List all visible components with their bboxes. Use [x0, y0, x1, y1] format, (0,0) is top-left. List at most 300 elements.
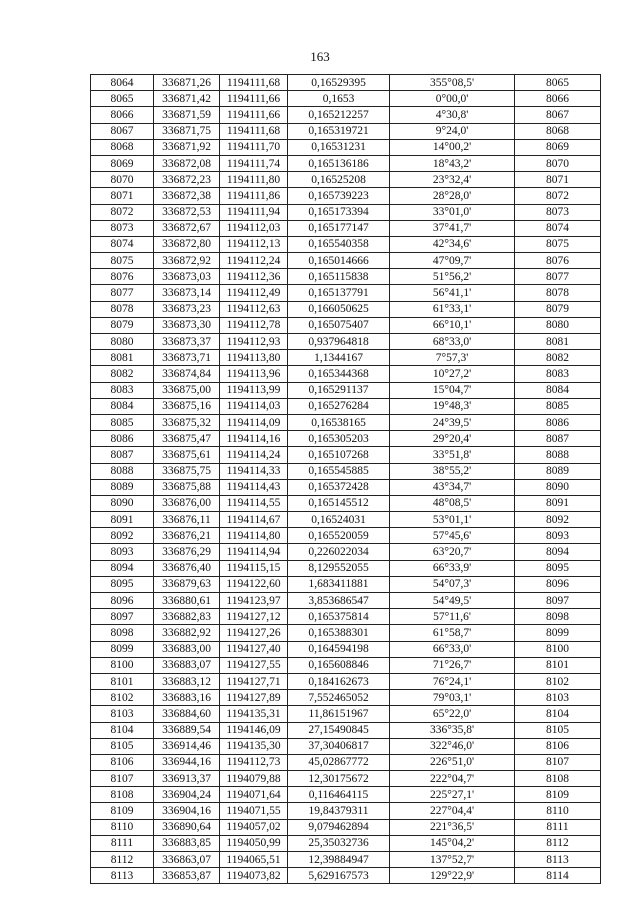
direction-angle-cell: 129°22,9': [390, 868, 515, 884]
table-row: [91, 625, 601, 641]
table-row: [91, 447, 601, 463]
next-point-cell: 8078: [515, 285, 601, 301]
distance-cell: 0,165107268: [288, 447, 390, 463]
next-point-cell: 8089: [515, 463, 601, 479]
distance-cell: 0,16529395: [288, 75, 390, 91]
point-number-cell: 8096: [91, 593, 154, 609]
point-number-cell: 8095: [91, 576, 154, 592]
distance-cell: 0,165136186: [288, 155, 390, 171]
y-coordinate-cell: 1194112,03: [220, 220, 288, 236]
next-point-cell: 8090: [515, 479, 601, 495]
next-point-cell: 8108: [515, 771, 601, 787]
direction-angle-cell: 23°32,4': [390, 172, 515, 188]
x-coordinate-cell: 336871,59: [154, 107, 220, 123]
direction-angle-cell: 24°39,5': [390, 414, 515, 430]
y-coordinate-cell: 1194114,94: [220, 544, 288, 560]
direction-angle-cell: 61°58,7': [390, 625, 515, 641]
distance-cell: 0,165137791: [288, 285, 390, 301]
x-coordinate-cell: 336872,92: [154, 253, 220, 269]
point-number-cell: 8072: [91, 204, 154, 220]
next-point-cell: 8098: [515, 609, 601, 625]
point-number-cell: 8098: [91, 625, 154, 641]
y-coordinate-cell: 1194114,67: [220, 512, 288, 528]
direction-angle-cell: 38°55,2': [390, 463, 515, 479]
direction-angle-cell: 29°20,4': [390, 431, 515, 447]
next-point-cell: 8076: [515, 253, 601, 269]
next-point-cell: 8092: [515, 512, 601, 528]
next-point-cell: 8073: [515, 204, 601, 220]
y-coordinate-cell: 1194112,24: [220, 253, 288, 269]
x-coordinate-cell: 336884,60: [154, 706, 220, 722]
next-point-cell: 8074: [515, 220, 601, 236]
page-number: 163: [310, 49, 330, 64]
direction-angle-cell: 9°24,0': [390, 123, 515, 139]
table-row: [91, 139, 601, 155]
y-coordinate-cell: 1194073,82: [220, 868, 288, 884]
direction-angle-cell: 51°56,2': [390, 269, 515, 285]
next-point-cell: 8107: [515, 754, 601, 770]
point-number-cell: 8079: [91, 317, 154, 333]
distance-cell: 37,30406817: [288, 738, 390, 754]
next-point-cell: 8097: [515, 593, 601, 609]
distance-cell: 0,16531231: [288, 139, 390, 155]
table-row: [91, 819, 601, 835]
distance-cell: 0,16538165: [288, 414, 390, 430]
distance-cell: 0,165305203: [288, 431, 390, 447]
y-coordinate-cell: 1194113,99: [220, 382, 288, 398]
direction-angle-cell: 57°45,6': [390, 528, 515, 544]
direction-angle-cell: 222°04,7': [390, 771, 515, 787]
y-coordinate-cell: 1194114,80: [220, 528, 288, 544]
y-coordinate-cell: 1194122,60: [220, 576, 288, 592]
next-point-cell: 8087: [515, 431, 601, 447]
direction-angle-cell: 66°33,0': [390, 641, 515, 657]
table-row: [91, 188, 601, 204]
y-coordinate-cell: 1194111,66: [220, 107, 288, 123]
distance-cell: 0,165173394: [288, 204, 390, 220]
table-row: [91, 285, 601, 301]
x-coordinate-cell: 336872,38: [154, 188, 220, 204]
next-point-cell: 8114: [515, 868, 601, 884]
next-point-cell: 8091: [515, 495, 601, 511]
y-coordinate-cell: 1194112,49: [220, 285, 288, 301]
distance-cell: 0,165319721: [288, 123, 390, 139]
y-coordinate-cell: 1194071,55: [220, 803, 288, 819]
next-point-cell: 8075: [515, 236, 601, 252]
y-coordinate-cell: 1194127,71: [220, 673, 288, 689]
point-number-cell: 8065: [91, 91, 154, 107]
x-coordinate-cell: 336871,75: [154, 123, 220, 139]
point-number-cell: 8073: [91, 220, 154, 236]
table-row: [91, 544, 601, 560]
point-number-cell: 8104: [91, 722, 154, 738]
x-coordinate-cell: 336874,84: [154, 366, 220, 382]
table-row: [91, 771, 601, 787]
distance-cell: 0,165212257: [288, 107, 390, 123]
distance-cell: 8,129552055: [288, 560, 390, 576]
direction-angle-cell: 19°48,3': [390, 398, 515, 414]
point-number-cell: 8108: [91, 787, 154, 803]
y-coordinate-cell: 1194111,68: [220, 123, 288, 139]
distance-cell: 45,02867772: [288, 754, 390, 770]
next-point-cell: 8113: [515, 852, 601, 868]
direction-angle-cell: 33°51,8': [390, 447, 515, 463]
y-coordinate-cell: 1194071,64: [220, 787, 288, 803]
point-number-cell: 8094: [91, 560, 154, 576]
next-point-cell: 8080: [515, 317, 601, 333]
y-coordinate-cell: 1194127,89: [220, 690, 288, 706]
x-coordinate-cell: 336904,24: [154, 787, 220, 803]
x-coordinate-cell: 336873,71: [154, 350, 220, 366]
direction-angle-cell: 76°24,1': [390, 673, 515, 689]
table-row: [91, 722, 601, 738]
y-coordinate-cell: 1194127,40: [220, 641, 288, 657]
direction-angle-cell: 71°26,7': [390, 657, 515, 673]
direction-angle-cell: 4°30,8': [390, 107, 515, 123]
point-number-cell: 8102: [91, 690, 154, 706]
direction-angle-cell: 145°04,2': [390, 835, 515, 851]
point-number-cell: 8064: [91, 75, 154, 91]
point-number-cell: 8067: [91, 123, 154, 139]
direction-angle-cell: 43°34,7': [390, 479, 515, 495]
next-point-cell: 8068: [515, 123, 601, 139]
direction-angle-cell: 68°33,0': [390, 334, 515, 350]
point-number-cell: 8110: [91, 819, 154, 835]
x-coordinate-cell: 336880,61: [154, 593, 220, 609]
x-coordinate-cell: 336890,64: [154, 819, 220, 835]
direction-angle-cell: 336°35,8': [390, 722, 515, 738]
y-coordinate-cell: 1194111,94: [220, 204, 288, 220]
next-point-cell: 8103: [515, 690, 601, 706]
y-coordinate-cell: 1194111,80: [220, 172, 288, 188]
next-point-cell: 8071: [515, 172, 601, 188]
point-number-cell: 8107: [91, 771, 154, 787]
next-point-cell: 8081: [515, 334, 601, 350]
next-point-cell: 8066: [515, 91, 601, 107]
direction-angle-cell: 15°04,7': [390, 382, 515, 398]
y-coordinate-cell: 1194112,73: [220, 754, 288, 770]
y-coordinate-cell: 1194111,70: [220, 139, 288, 155]
direction-angle-cell: 79°03,1': [390, 690, 515, 706]
direction-angle-cell: 56°41,1': [390, 285, 515, 301]
table-row: [91, 301, 601, 317]
x-coordinate-cell: 336883,85: [154, 835, 220, 851]
y-coordinate-cell: 1194111,66: [220, 91, 288, 107]
next-point-cell: 8069: [515, 139, 601, 155]
table-row: [91, 350, 601, 366]
table-row: [91, 91, 601, 107]
table-row: [91, 398, 601, 414]
next-point-cell: 8096: [515, 576, 601, 592]
x-coordinate-cell: 336883,00: [154, 641, 220, 657]
direction-angle-cell: 54°49,5': [390, 593, 515, 609]
x-coordinate-cell: 336872,23: [154, 172, 220, 188]
y-coordinate-cell: 1194114,24: [220, 447, 288, 463]
next-point-cell: 8100: [515, 641, 601, 657]
x-coordinate-cell: 336873,30: [154, 317, 220, 333]
distance-cell: 0,165739223: [288, 188, 390, 204]
direction-angle-cell: 54°07,3': [390, 576, 515, 592]
y-coordinate-cell: 1194114,55: [220, 495, 288, 511]
table-row: [91, 123, 601, 139]
table-row: [91, 609, 601, 625]
y-coordinate-cell: 1194127,12: [220, 609, 288, 625]
table-row: [91, 787, 601, 803]
y-coordinate-cell: 1194114,33: [220, 463, 288, 479]
table-row: [91, 253, 601, 269]
direction-angle-cell: 355°08,5': [390, 75, 515, 91]
distance-cell: 0,165291137: [288, 382, 390, 398]
next-point-cell: 8079: [515, 301, 601, 317]
direction-angle-cell: 42°34,6': [390, 236, 515, 252]
distance-cell: 0,165276284: [288, 398, 390, 414]
direction-angle-cell: 10°27,2': [390, 366, 515, 382]
y-coordinate-cell: 1194112,36: [220, 269, 288, 285]
direction-angle-cell: 65°22,0': [390, 706, 515, 722]
y-coordinate-cell: 1194112,78: [220, 317, 288, 333]
next-point-cell: 8105: [515, 722, 601, 738]
distance-cell: 0,165375814: [288, 609, 390, 625]
point-number-cell: 8083: [91, 382, 154, 398]
y-coordinate-cell: 1194113,96: [220, 366, 288, 382]
x-coordinate-cell: 336879,63: [154, 576, 220, 592]
table-row: [91, 868, 601, 884]
x-coordinate-cell: 336872,80: [154, 236, 220, 252]
distance-cell: 0,165608846: [288, 657, 390, 673]
x-coordinate-cell: 336873,23: [154, 301, 220, 317]
table-row: [91, 172, 601, 188]
x-coordinate-cell: 336873,14: [154, 285, 220, 301]
distance-cell: 12,30175672: [288, 771, 390, 787]
x-coordinate-cell: 336882,83: [154, 609, 220, 625]
direction-angle-cell: 66°10,1': [390, 317, 515, 333]
point-number-cell: 8066: [91, 107, 154, 123]
next-point-cell: 8070: [515, 155, 601, 171]
next-point-cell: 8093: [515, 528, 601, 544]
y-coordinate-cell: 1194123,97: [220, 593, 288, 609]
point-number-cell: 8085: [91, 414, 154, 430]
table-row: [91, 75, 601, 91]
table-row: [91, 414, 601, 430]
y-coordinate-cell: 1194050,99: [220, 835, 288, 851]
next-point-cell: 8099: [515, 625, 601, 641]
x-coordinate-cell: 336872,67: [154, 220, 220, 236]
table-row: [91, 576, 601, 592]
direction-angle-cell: 33°01,0': [390, 204, 515, 220]
point-number-cell: 8078: [91, 301, 154, 317]
distance-cell: 0,16524031: [288, 512, 390, 528]
next-point-cell: 8106: [515, 738, 601, 754]
next-point-cell: 8094: [515, 544, 601, 560]
y-coordinate-cell: 1194113,80: [220, 350, 288, 366]
direction-angle-cell: 14°00,2': [390, 139, 515, 155]
direction-angle-cell: 0°00,0': [390, 91, 515, 107]
table-row: [91, 204, 601, 220]
distance-cell: 0,166050625: [288, 301, 390, 317]
next-point-cell: 8095: [515, 560, 601, 576]
distance-cell: 27,15490845: [288, 722, 390, 738]
x-coordinate-cell: 336875,61: [154, 447, 220, 463]
next-point-cell: 8082: [515, 350, 601, 366]
x-coordinate-cell: 336913,37: [154, 771, 220, 787]
direction-angle-cell: 63°20,7': [390, 544, 515, 560]
point-number-cell: 8069: [91, 155, 154, 171]
x-coordinate-cell: 336914,46: [154, 738, 220, 754]
distance-cell: 11,86151967: [288, 706, 390, 722]
distance-cell: 0,165145512: [288, 495, 390, 511]
point-number-cell: 8087: [91, 447, 154, 463]
distance-cell: 0,184162673: [288, 673, 390, 689]
y-coordinate-cell: 1194114,16: [220, 431, 288, 447]
y-coordinate-cell: 1194111,74: [220, 155, 288, 171]
y-coordinate-cell: 1194057,02: [220, 819, 288, 835]
point-number-cell: 8090: [91, 495, 154, 511]
y-coordinate-cell: 1194135,31: [220, 706, 288, 722]
table-row: [91, 803, 601, 819]
table-row: [91, 495, 601, 511]
y-coordinate-cell: 1194114,03: [220, 398, 288, 414]
distance-cell: 25,35032736: [288, 835, 390, 851]
distance-cell: 9,079462894: [288, 819, 390, 835]
distance-cell: 0,165372428: [288, 479, 390, 495]
x-coordinate-cell: 336853,87: [154, 868, 220, 884]
distance-cell: 0,164594198: [288, 641, 390, 657]
distance-cell: 1,683411881: [288, 576, 390, 592]
y-coordinate-cell: 1194115,15: [220, 560, 288, 576]
distance-cell: 0,16525208: [288, 172, 390, 188]
x-coordinate-cell: 336875,88: [154, 479, 220, 495]
x-coordinate-cell: 336863,07: [154, 852, 220, 868]
distance-cell: 0,165545885: [288, 463, 390, 479]
y-coordinate-cell: 1194111,86: [220, 188, 288, 204]
table-row: [91, 366, 601, 382]
point-number-cell: 8077: [91, 285, 154, 301]
x-coordinate-cell: 336875,00: [154, 382, 220, 398]
x-coordinate-cell: 336871,42: [154, 91, 220, 107]
table-row: [91, 463, 601, 479]
distance-cell: 0,165177147: [288, 220, 390, 236]
direction-angle-cell: 53°01,1': [390, 512, 515, 528]
point-number-cell: 8103: [91, 706, 154, 722]
x-coordinate-cell: 336883,16: [154, 690, 220, 706]
direction-angle-cell: 66°33,9': [390, 560, 515, 576]
point-number-cell: 8071: [91, 188, 154, 204]
distance-cell: 1,1344167: [288, 350, 390, 366]
distance-cell: 0,937964818: [288, 334, 390, 350]
point-number-cell: 8097: [91, 609, 154, 625]
point-number-cell: 8088: [91, 463, 154, 479]
table-row: [91, 528, 601, 544]
point-number-cell: 8082: [91, 366, 154, 382]
next-point-cell: 8110: [515, 803, 601, 819]
direction-angle-cell: 37°41,7': [390, 220, 515, 236]
point-number-cell: 8070: [91, 172, 154, 188]
x-coordinate-cell: 336883,12: [154, 673, 220, 689]
y-coordinate-cell: 1194112,93: [220, 334, 288, 350]
next-point-cell: 8077: [515, 269, 601, 285]
next-point-cell: 8067: [515, 107, 601, 123]
point-number-cell: 8101: [91, 673, 154, 689]
point-number-cell: 8075: [91, 253, 154, 269]
next-point-cell: 8109: [515, 787, 601, 803]
table-row: [91, 673, 601, 689]
point-number-cell: 8113: [91, 868, 154, 884]
x-coordinate-cell: 336889,54: [154, 722, 220, 738]
next-point-cell: 8101: [515, 657, 601, 673]
point-number-cell: 8086: [91, 431, 154, 447]
x-coordinate-cell: 336871,92: [154, 139, 220, 155]
next-point-cell: 8085: [515, 398, 601, 414]
x-coordinate-cell: 336873,37: [154, 334, 220, 350]
x-coordinate-cell: 336875,75: [154, 463, 220, 479]
table-row: [91, 107, 601, 123]
y-coordinate-cell: 1194079,88: [220, 771, 288, 787]
point-number-cell: 8109: [91, 803, 154, 819]
table-row: [91, 754, 601, 770]
distance-cell: 0,165520059: [288, 528, 390, 544]
direction-angle-cell: 47°09,7': [390, 253, 515, 269]
distance-cell: 5,629167573: [288, 868, 390, 884]
y-coordinate-cell: 1194112,13: [220, 236, 288, 252]
direction-angle-cell: 227°04,4': [390, 803, 515, 819]
table-row: [91, 236, 601, 252]
direction-angle-cell: 226°51,0': [390, 754, 515, 770]
table-row: [91, 382, 601, 398]
distance-cell: 7,552465052: [288, 690, 390, 706]
direction-angle-cell: 221°36,5': [390, 819, 515, 835]
coordinates-table-body: [91, 75, 601, 884]
y-coordinate-cell: 1194065,51: [220, 852, 288, 868]
table-row: [91, 334, 601, 350]
y-coordinate-cell: 1194111,68: [220, 75, 288, 91]
table-row: [91, 220, 601, 236]
point-number-cell: 8084: [91, 398, 154, 414]
direction-angle-cell: 57°11,6': [390, 609, 515, 625]
point-number-cell: 8106: [91, 754, 154, 770]
table-row: [91, 593, 601, 609]
y-coordinate-cell: 1194127,55: [220, 657, 288, 673]
point-number-cell: 8074: [91, 236, 154, 252]
table-row: [91, 641, 601, 657]
distance-cell: 19,84379311: [288, 803, 390, 819]
direction-angle-cell: 48°08,5': [390, 495, 515, 511]
point-number-cell: 8105: [91, 738, 154, 754]
y-coordinate-cell: 1194114,43: [220, 479, 288, 495]
table-row: [91, 317, 601, 333]
point-number-cell: 8092: [91, 528, 154, 544]
direction-angle-cell: 137°52,7': [390, 852, 515, 868]
table-row: [91, 431, 601, 447]
table-row: [91, 560, 601, 576]
x-coordinate-cell: 336871,26: [154, 75, 220, 91]
direction-angle-cell: 18°43,2': [390, 155, 515, 171]
x-coordinate-cell: 336873,03: [154, 269, 220, 285]
distance-cell: 0,165540358: [288, 236, 390, 252]
distance-cell: 0,165388301: [288, 625, 390, 641]
table-row: [91, 852, 601, 868]
x-coordinate-cell: 336872,08: [154, 155, 220, 171]
table-row: [91, 738, 601, 754]
next-point-cell: 8111: [515, 819, 601, 835]
point-number-cell: 8089: [91, 479, 154, 495]
x-coordinate-cell: 336872,53: [154, 204, 220, 220]
distance-cell: 0,165344368: [288, 366, 390, 382]
distance-cell: 0,165014666: [288, 253, 390, 269]
table-row: [91, 835, 601, 851]
point-number-cell: 8111: [91, 835, 154, 851]
point-number-cell: 8080: [91, 334, 154, 350]
point-number-cell: 8091: [91, 512, 154, 528]
